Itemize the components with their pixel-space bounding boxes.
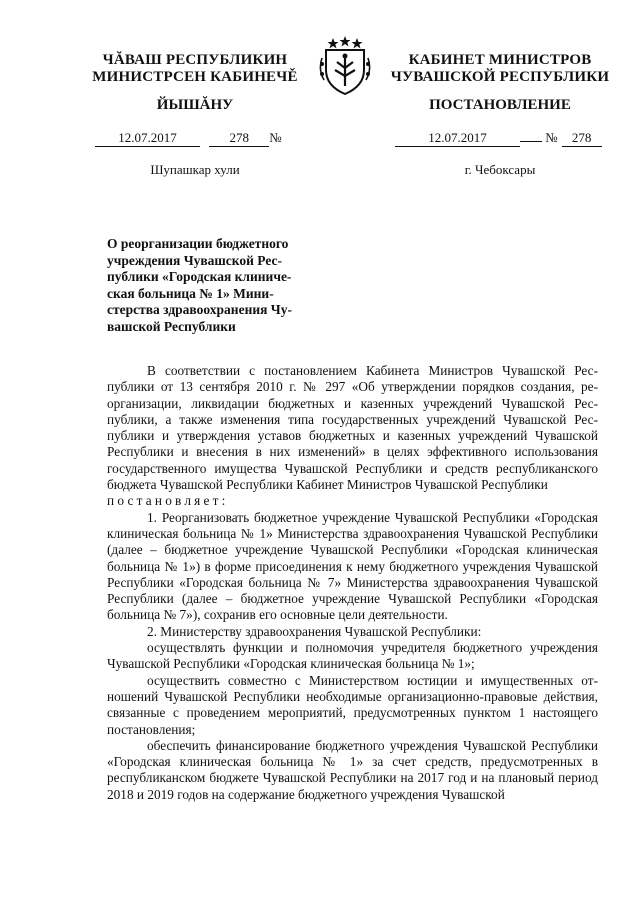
document-subject: О реорганизации бюджетного учреждения Чувашской Рес- публики «Городская клиниче- ская больница № 1» Мини- стерства здравоохранения Чу- вашской Республики [107,236,292,334]
item-2c-paragraph: обеспечить финансирование бюджетного учреждения Чувашской Республики «Городская клиническая больница № 1» за счет средств, предусмотренных в республиканском бюджете Чувашской Республики на 2017 год и на плановый период 2018 и 2019 годов на содержание бюджетного учреждения Чувашской [107,737,598,802]
item-2a-paragraph: осуществлять функции и полномочия учредителя бюджетного учреждения Чувашской Республики «Городская клиническая больница № 1»; [107,640,598,672]
number-left: 278 [209,130,269,147]
doc-kind-chuvash: ЙЫШĂНУ [156,97,234,113]
number-sign-right: № [545,130,558,145]
header-left [80,52,310,86]
header-right-line1: КАБИНЕТ МИНИСТРОВ [408,52,592,68]
decree-word: постановляет: [107,493,229,509]
city-right: г. Чебоксары [464,162,536,177]
item-2-paragraph: 2. Министерству здравоохранения Чувашской Республики: [147,623,482,639]
preamble-paragraph: В соответствии с постановлением Кабинета Министров Чувашской Республики от 13 сентября 2010 г. № 297 «Об утверждении порядков создания, реорганизации, ликвидации бюджетных и казенных учреждений Чувашской Республики, а также изменения типа государственных учреждений Чувашской Республики и утверждения уставов бюджетных и казенных учреждений Чувашской Республики и внесения в них изменений» в целях эффективного использования государственного имущества Чувашской Республики и средств республиканского бюджета Чувашской Республики Кабинет Министров Чувашской Республики [107,363,598,493]
item-2b-paragraph: осуществить совместно с Министерством юстиции и имущественных отношений Чувашской Республики необходимые организационно-правовые действия, связанные с проведением мероприятий, предусмотренных пунктом 1 настоящего постановления; [107,672,598,737]
number-right: 278 [562,130,602,147]
date-number-left [95,130,315,147]
city-left: Шупашкар хули [150,162,240,177]
date-number-right [395,130,610,147]
doc-kind-russian: ПОСТАНОВЛЕНИЕ [429,97,571,113]
header-left-line2: МИНИСТРСЕН КАБИНЕЧĚ [92,69,298,85]
date-left: 12.07.2017 [95,130,200,147]
document-body [107,363,598,803]
header-right [375,52,625,86]
number-sign-left: № [269,130,282,145]
date-right: 12.07.2017 [395,130,520,147]
header-left-line1: ЧĂВАШ РЕСПУБЛИКИН [102,52,288,68]
header-right-line2: ЧУВАШСКОЙ РЕСПУБЛИКИ [390,69,610,85]
item-1-paragraph: 1. Реорганизовать бюджетное учреждение Чувашской Республики «Городская клиническая больница № 1» Министерства здравоохранения Чувашской Республики (далее – бюджетное учреждение Чувашской Республики «Городская клиническая больница № 1») в форме присоединения к нему бюджетного учреждения Чувашской Республики «Городская больница № 7» Министерства здравоохранения Чувашской Республики (далее – бюджетное учреждение Чувашской Республики «Городская больница № 7»), сохранив его основные цели деятельности. [107,509,598,623]
chuvash-coat-of-arms-icon [318,36,372,98]
